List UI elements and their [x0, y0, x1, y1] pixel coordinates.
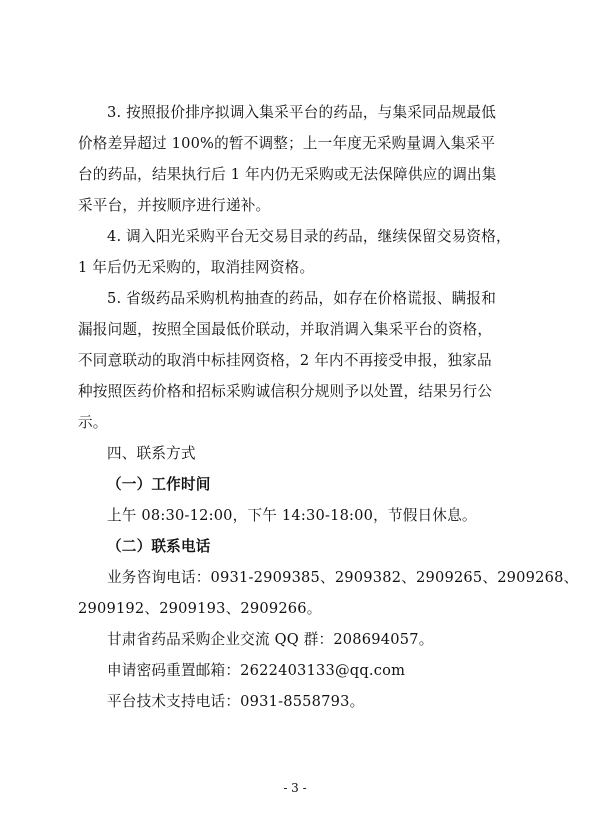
paragraph-5-line-3: 不同意联动的取消中标挂网资格，2 年内不再接受申报，独家品: [78, 352, 492, 369]
technical-support-phone-text: 平台技术支持电话：0931-8558793。: [107, 693, 365, 710]
paragraph-3-line-3: 台的药品，结果执行后 1 年内仍无采购或无法保障供应的调出集: [78, 166, 497, 183]
paragraph-3-line-2: 价格差异超过 100%的暂不调整；上一年度无采购量调入集采平: [78, 135, 496, 152]
business-phone-line-1: 业务咨询电话：0931-2909385、2909382、2909265、2909268、: [107, 569, 579, 586]
work-time-text: 上午 08:30-12:00，下午 14:30-18:00，节假日休息。: [107, 507, 477, 524]
paragraph-4-line-2: 1 年后仍无采购的，取消挂网资格。: [78, 259, 315, 276]
paragraph-5-line-2: 漏报问题，按照全国最低价联动，并取消调入集采平台的资格，: [78, 321, 493, 338]
paragraph-5-line-1: 5. 省级药品采购机构抽查的药品，如存在价格谎报、瞒报和: [107, 290, 497, 307]
qq-group-text: 甘肃省药品采购企业交流 QQ 群：208694057。: [107, 631, 434, 648]
paragraph-3-line-4: 采平台，并按顺序进行递补。: [78, 197, 271, 214]
password-reset-email-text: 申请密码重置邮箱：2622403133@qq.com: [107, 662, 406, 679]
paragraph-5-line-5: 示。: [78, 414, 108, 431]
paragraph-3-line-1: 3. 按照报价排序拟调入集采平台的药品，与集采同品规最低: [107, 104, 497, 121]
paragraph-5-line-4: 种按照医药价格和招标采购诚信积分规则予以处置，结果另行公: [78, 383, 493, 400]
paragraph-4-line-1: 4. 调入阳光采购平台无交易目录的药品，继续保留交易资格，: [107, 228, 511, 245]
business-phone-line-2: 2909192、2909193、2909266。: [78, 600, 322, 617]
section-heading-contact: 四、联系方式: [107, 445, 196, 462]
page-number: - 3 -: [283, 781, 307, 795]
subsection-heading-work-time: （一）工作时间: [107, 476, 211, 493]
subsection-heading-phone: （二）联系电话: [107, 538, 211, 555]
